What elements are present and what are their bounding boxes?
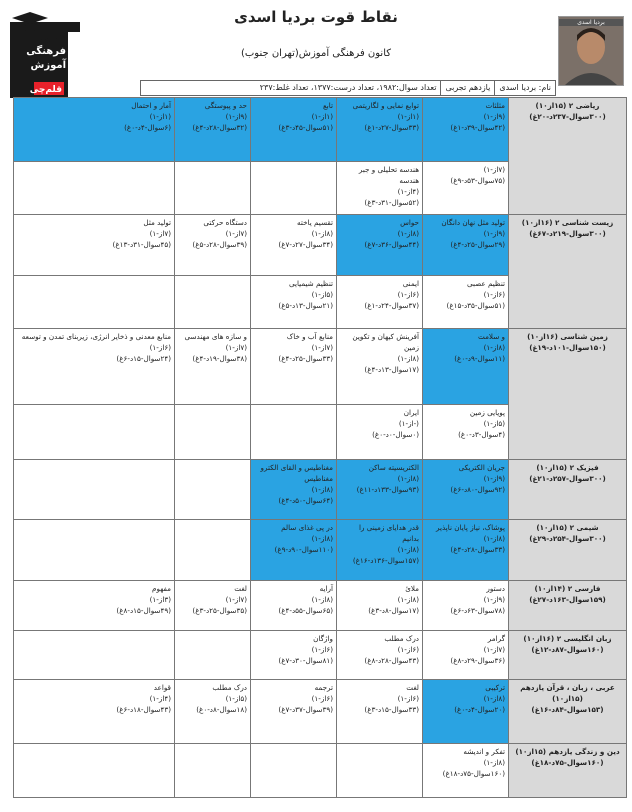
topic-stat: (۳۷سوال-۲۴د-۱غ) [364, 301, 419, 310]
topic-title: درک مطلب [384, 634, 419, 643]
topic-cell [14, 162, 175, 215]
topic-stat: (۳۳سوال-۲۸د-۴غ) [450, 545, 505, 554]
topic-title: درک مطلب [212, 683, 247, 692]
topic-cell [175, 98, 251, 162]
topic-stat: (۵۱سوال-۳۵د-۱۵غ) [446, 301, 505, 310]
topic-cell [175, 215, 251, 276]
topic-cell [14, 215, 175, 276]
student-grade: یازدهم تجربی [440, 81, 494, 95]
subject-cell [509, 98, 627, 215]
topic-title: و سازه های مهندسی [184, 332, 247, 341]
table-row [14, 98, 627, 162]
topic-cell [423, 215, 509, 276]
topic-stat: (۳از-۱) [149, 595, 171, 604]
topic-stat: (۸از-۱) [483, 534, 505, 543]
topic-title: هندسه تحلیلی و جبر [358, 165, 419, 174]
topic-stat: (۱۵۷سوال-۱۳۶د-۱۶غ) [352, 556, 419, 565]
topic-stat: (۲۱سوال-۱۳د-۵غ) [278, 301, 333, 310]
topic-stat: (۱۷سوال-۱۳د-۴غ) [364, 365, 419, 374]
table-row [14, 581, 627, 631]
topic-title: قدر هدایای زمینی را بدانیم [358, 523, 419, 543]
topic-cell [337, 744, 423, 798]
subject-line: (۳۰۰سوال-۲۱۹د-۶۷غ) [529, 229, 606, 238]
topic-stat: (۳۳سوال-۲۵د-۴غ) [278, 354, 333, 363]
topic-title: مفهوم [152, 584, 171, 593]
topic-stat: (۸از-۱) [311, 595, 333, 604]
topic-cell [175, 329, 251, 405]
topic-stat: (۶از-۱) [397, 694, 419, 703]
topic-cell [14, 680, 175, 744]
topic-stat: (۱از-۱) [311, 112, 333, 121]
topic-cell [14, 744, 175, 798]
topic-stat: (۴۳سوال-۲۸د-۸غ) [364, 656, 419, 665]
topic-stat: (۷از-۱) [225, 229, 247, 238]
topic-stat: (۶از-۱) [311, 645, 333, 654]
topic-cell [423, 329, 509, 405]
topic-cell [175, 581, 251, 631]
table-row [14, 744, 627, 798]
topic-stat: (۶از-۱) [397, 645, 419, 654]
table-row [14, 680, 627, 744]
topic-title: پویایی زمین [469, 408, 505, 417]
topic-cell [251, 98, 337, 162]
topic-title: منابع آب و خاک [286, 332, 333, 341]
table-row [14, 631, 627, 680]
table-row [14, 215, 627, 276]
topic-title: آفرینش کیهان و تکوین زمین [352, 332, 419, 352]
subject-cell [509, 680, 627, 744]
topic-title: تولید مثل [143, 218, 171, 227]
topic-cell [251, 581, 337, 631]
topic-stat: (۱۷سوال-۸د-۳غ) [368, 606, 419, 615]
topic-stat: (۴از-۱) [149, 694, 171, 703]
topic-title: لغت [234, 584, 247, 593]
topic-stat: (۷۵سوال-۵۳د-۹غ) [450, 176, 505, 185]
topic-stat: (۰سوال-۰د-۰غ) [372, 430, 419, 439]
topic-cell [175, 276, 251, 329]
topic-cell [14, 631, 175, 680]
topic-stat: (۳۴سوال-۲۷د-۷غ) [278, 240, 333, 249]
topic-stat: (۳۵سوال-۲۵د-۳غ) [192, 606, 247, 615]
topic-cell [337, 276, 423, 329]
topic-title: آرایه [319, 584, 333, 593]
svg-text:فرهنگی: فرهنگی [26, 46, 66, 57]
topic-cell [175, 405, 251, 460]
topic-stat: (۸از-۱) [483, 758, 505, 767]
subject-line: (۱۵۹سوال-۱۶۳د-۲۷غ) [529, 595, 606, 604]
topic-stat: (۳۹سوال-۳۷د-۷غ) [278, 705, 333, 714]
subject-line: زیست شناسی ۲ (۱۶از۱۰) [521, 218, 614, 227]
subject-cell [509, 329, 627, 460]
topic-stat: (۹از-۱) [483, 595, 505, 604]
subject-cell [509, 460, 627, 520]
topic-stat: (۷از-۱) [483, 645, 505, 654]
topic-title: دستگاه حرکتی [203, 218, 247, 227]
topic-cell [423, 405, 509, 460]
topic-stat: (۸از-۱) [483, 343, 505, 352]
topic-stat: (۴از-۱) [397, 187, 419, 196]
subject-cell [509, 744, 627, 798]
topic-stat: (۷۸سوال-۶۳د-۶غ) [450, 606, 505, 615]
topic-stat: (۹۲سوال-۸۰د-۶غ) [450, 485, 505, 494]
topic-stat: (۵از-۱) [483, 419, 505, 428]
topic-stat: (۴۹سوال-۱۵د-۸غ) [116, 606, 171, 615]
topic-stat: (۱از-۱) [149, 112, 171, 121]
topic-title: پوشاک، نیاز پایان ناپذیر [436, 523, 505, 532]
table-row [14, 329, 627, 405]
topic-title: ایمنی [402, 279, 419, 288]
topic-cell [337, 162, 423, 215]
subject-line: (۳۰۰سوال-۲۵۴د-۲۹غ) [529, 534, 606, 543]
student-photo [558, 16, 624, 86]
topic-cell [337, 581, 423, 631]
topic-cell [175, 680, 251, 744]
topic-stat: (۸از-۱) [397, 229, 419, 238]
topic-stat: (۹از-۱) [483, 112, 505, 121]
topic-cell [337, 405, 423, 460]
topic-stat: (۴۳سوال-۱۸د-۶غ) [116, 705, 171, 714]
topic-cell [251, 744, 337, 798]
topic-stat: (۶سوال-۴د-۰غ) [124, 123, 171, 132]
topic-cell [251, 631, 337, 680]
subject-cell [509, 520, 627, 581]
topic-title: واژگان [313, 634, 333, 643]
subject-line: (۱۵۳سوال-۸۴د-۱۶غ) [531, 705, 604, 714]
topic-title: توابع نمایی و لگاریتمی [352, 101, 419, 110]
topic-cell [175, 520, 251, 581]
topic-stat: هندسه [399, 176, 419, 185]
topic-cell [337, 631, 423, 680]
topic-stat: (۷از-۱) [225, 595, 247, 604]
topic-stat: (۴۵سوال-۳۱د-۱۳غ) [112, 240, 171, 249]
topic-cell [423, 680, 509, 744]
topic-stat: (۷از-۱) [225, 343, 247, 352]
topic-cell [175, 631, 251, 680]
topic-stat: (۲۰سوال-۴د-۰غ) [454, 705, 505, 714]
topic-title: ترجمه [314, 683, 333, 692]
topic-stat: (۸از-۱) [397, 474, 419, 483]
topic-title: تقسیم یاخته [297, 218, 333, 227]
topic-title: مثلثات [485, 101, 505, 110]
topic-stat: (۳۳سوال-۲۷د-۱غ) [364, 123, 419, 132]
topic-cell [337, 520, 423, 581]
svg-text:آموزش: آموزش [30, 60, 66, 71]
subject-line: (۱۶۰سوال-۸۷د-۱۲غ) [531, 645, 604, 654]
student-info-bar [140, 80, 556, 96]
topic-title: تنظیم شیمیایی [289, 279, 333, 288]
topic-cell [14, 98, 175, 162]
topic-stat: (۹از-۱) [225, 112, 247, 121]
topic-stat: (۴سوال-۳د-۰غ) [458, 430, 505, 439]
topic-stat: (۵۲سوال-۳۱د-۳غ) [364, 198, 419, 207]
report-header [0, 0, 632, 96]
topic-title: در پی غذای سالم [281, 523, 333, 532]
topic-title: جریان الکتریکی [458, 463, 505, 472]
topic-title: منابع معدنی و ذخایر انرژی، زیربنای تمدن و توسعه [21, 332, 171, 341]
topic-title: ترکیبی [485, 683, 505, 692]
subject-cell [509, 215, 627, 329]
topic-cell [423, 162, 509, 215]
topic-stat: (۷از-۱) [311, 343, 333, 352]
topic-title: لغت [406, 683, 419, 692]
topic-cell [251, 405, 337, 460]
topic-cell [423, 631, 509, 680]
topic-stat: (۹۳سوال-۱۳۳د-۱۱غ) [356, 485, 419, 494]
topic-cell [14, 520, 175, 581]
topic-title: و سلامت [478, 332, 505, 341]
topic-title: تابع [322, 101, 333, 110]
topic-title: دستور [486, 584, 505, 593]
topic-stat: (۱از-۱) [397, 112, 419, 121]
topic-stat: (۶از-۱) [483, 290, 505, 299]
topic-title: الکتریسیته ساکن [368, 463, 419, 472]
topic-cell [337, 215, 423, 276]
page-subtitle: کانون فرهنگی آموزش(تهران جنوب) [240, 48, 392, 59]
topic-title: تفکر و اندیشه [463, 747, 505, 756]
topic-stat: (۸از-۱) [483, 694, 505, 703]
topic-stat: (۶۵سوال-۵۵د-۴غ) [278, 606, 333, 615]
subject-line: (۳۰۰سوال-۲۵۷د-۲۱غ) [529, 474, 606, 483]
topic-title: ملائ [405, 584, 419, 593]
topic-title: آمار و احتمال [131, 101, 171, 110]
topic-cell [337, 329, 423, 405]
subject-line: دین و زندگی یازدهم (۱۵از۱۰) [515, 747, 620, 756]
topic-cell [251, 329, 337, 405]
subject-cell [509, 581, 627, 631]
topic-cell [14, 329, 175, 405]
topic-cell [251, 276, 337, 329]
topic-stat: (۳۹سوال-۲۸د-۵غ) [192, 240, 247, 249]
subject-line: (۳۰۰سوال-۲۳۷د-۲۰غ) [529, 112, 606, 121]
photo-caption: بردیا اسدی [559, 19, 623, 26]
topic-stat: (۵۱سوال-۴۵د-۳غ) [278, 123, 333, 132]
topic-stat: (۹از-۱) [483, 474, 505, 483]
subject-line: (۱۶۰سوال-۷۵د-۱۸غ) [531, 758, 604, 767]
student-name: نام: بردیا اسدی [494, 81, 555, 95]
topic-cell [423, 520, 509, 581]
topic-stat: (۸از-۱) [397, 595, 419, 604]
topic-cell [423, 581, 509, 631]
avatar-image [559, 17, 623, 85]
topic-stat: (۵از-۱) [225, 694, 247, 703]
topic-title: حواس [400, 218, 419, 227]
topic-cell [423, 460, 509, 520]
subject-line: شیمی ۲ (۱۵از۱۰) [536, 523, 599, 532]
subject-line: (۱۵۰سوال-۱۰۱د-۱۹غ) [529, 343, 606, 352]
topic-cell [251, 162, 337, 215]
topic-cell [14, 460, 175, 520]
strengths-table [13, 97, 627, 798]
subject-cell [509, 631, 627, 680]
topic-cell [14, 581, 175, 631]
topic-stat: (۴۲سوال-۳۹د-۱غ) [450, 123, 505, 132]
topic-title: ایران [403, 408, 419, 417]
topic-stat: (۶از-۱) [311, 694, 333, 703]
subject-line: (۱۵از۱۰) [552, 694, 583, 703]
table-row [14, 520, 627, 581]
topic-stat: (۶از-۱) [397, 290, 419, 299]
svg-text:کانون: کانون [35, 30, 66, 43]
subject-line: زبان انگلیسی ۲ (۱۶از۱۰) [523, 634, 612, 643]
topic-stat: (۸از-۱) [397, 545, 419, 554]
topic-cell [251, 680, 337, 744]
topic-cell [175, 744, 251, 798]
subject-line: فارسی ۲ (۱۴از۱۰) [534, 584, 601, 593]
topic-stat: (۱۱۰سوال-۹۰د-۹غ) [274, 545, 333, 554]
topic-cell [175, 460, 251, 520]
subject-line: زمین شناسی (۱۶از۱۰) [527, 332, 608, 341]
topic-cell [337, 460, 423, 520]
topic-stat: (۱۶۰سوال-۷۵د-۱۸غ) [442, 769, 505, 778]
topic-stat: (۳۶سوال-۲۹د-۸غ) [450, 656, 505, 665]
topic-cell [337, 98, 423, 162]
question-stats: تعداد سوال:۱۹۸۲، تعداد درست:۱۳۷۷، تعداد غلط:۲۳۷ [259, 83, 437, 92]
topic-cell [14, 405, 175, 460]
topic-stat: (۳۸سوال-۱۹د-۴غ) [192, 354, 247, 363]
topic-stat: (۸از-۱) [397, 354, 419, 363]
topic-stat: (۱۸سوال-۸د-۰غ) [196, 705, 247, 714]
topic-stat: (۸۱سوال-۳۰د-۷غ) [278, 656, 333, 665]
topic-cell [175, 162, 251, 215]
topic-stat: (۸از-۱) [311, 485, 333, 494]
subject-line: عربی ، زبان ، قرآن یازدهم [520, 683, 615, 692]
topic-stat: (۲۴سوال-۱۵د-۶غ) [116, 354, 171, 363]
topic-stat: (۲۹سوال-۲۵د-۴غ) [450, 240, 505, 249]
topic-stat: (۳۲سوال-۲۸د-۴غ) [192, 123, 247, 132]
topic-stat: (۹از-۱) [483, 229, 505, 238]
topic-title: قواعد [153, 683, 171, 692]
topic-stat: (۸از-۱) [311, 534, 333, 543]
topic-cell [337, 680, 423, 744]
topic-cell [423, 276, 509, 329]
topic-stat: (۷از-۱) [149, 229, 171, 238]
topic-cell [251, 215, 337, 276]
table-row [14, 460, 627, 520]
topic-stat: (۸از-۱) [311, 229, 333, 238]
subject-line: فیزیک ۲ (۱۵از۱۰) [536, 463, 599, 472]
page-title: نقاط قوت بردیا اسدی [234, 8, 398, 26]
topic-stat: (۶از-۱) [149, 343, 171, 352]
svg-text:قلم‌چی: قلم‌چی [29, 85, 62, 95]
topic-stat: (۵از-۱) [311, 290, 333, 299]
topic-title: حد و پیوستگی [204, 101, 247, 110]
subject-line: ریاضی ۲ (۱۵از۱۰) [535, 101, 600, 110]
topic-stat: (۶۴سوال-۵۰د-۴غ) [278, 496, 333, 505]
topic-title: گرامر [487, 634, 505, 643]
topic-stat: (۷از-۱) [483, 165, 505, 174]
topic-cell [251, 520, 337, 581]
topic-cell [423, 98, 509, 162]
topic-stat: (۱۱سوال-۹د-۰غ) [454, 354, 505, 363]
topic-cell [251, 460, 337, 520]
topic-stat: (۴۴سوال-۳۶د-۷غ) [364, 240, 419, 249]
topic-stat: (-از-۱) [398, 419, 419, 428]
topic-title: تنظیم عصبی [467, 279, 505, 288]
topic-cell [423, 744, 509, 798]
topic-cell [14, 276, 175, 329]
topic-stat: (۳۳سوال-۱۵د-۳غ) [364, 705, 419, 714]
topic-title: تولید مثل نهان دانگان [441, 218, 505, 227]
topic-title: مغناطیس و القای الکترو مغناطیس [260, 463, 333, 483]
